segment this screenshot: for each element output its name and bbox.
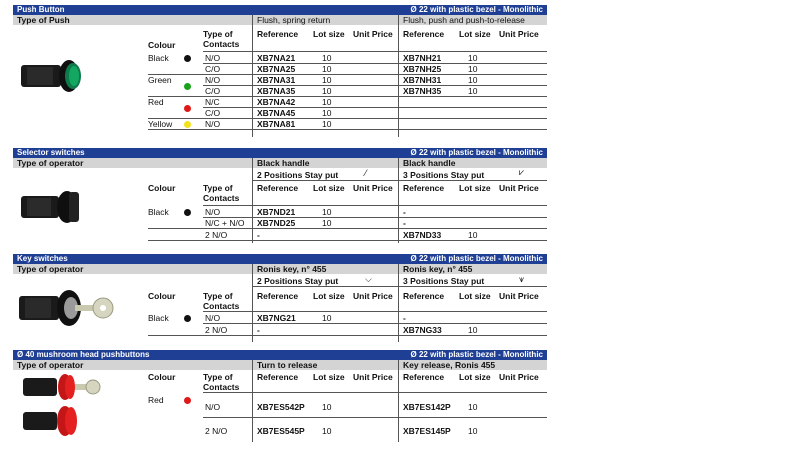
row-ref1: XB7ES545P (257, 426, 305, 436)
row-ref2: XB7NH31 (403, 75, 442, 85)
lot-label: Lot size (313, 29, 345, 39)
section-header (13, 148, 547, 158)
row-lot1: 10 (322, 426, 332, 436)
ref-label: Reference (257, 183, 299, 193)
black-dot-icon (184, 209, 191, 216)
row-ref1: XB7NA45 (257, 108, 296, 118)
row-ref2: XB7NH25 (403, 64, 442, 74)
row-colour: Black (148, 313, 169, 323)
row-contact: C/O (205, 86, 221, 96)
mushroom-pushbuttons-section (13, 350, 547, 442)
row-ref2: XB7NG33 (403, 325, 442, 335)
position-2-icon: ⁄ (365, 168, 367, 178)
price-label: Unit Price (353, 183, 393, 193)
position-3-icon: ⩛ (519, 274, 525, 284)
colour-label: Colour (148, 372, 176, 382)
bezel-label: Ø 22 with plastic bezel - Monolithic (410, 5, 543, 14)
subheader (13, 264, 547, 274)
row-lot1: 10 (322, 218, 332, 228)
lot-label: Lot size (313, 183, 345, 193)
row-lot1: 10 (322, 119, 332, 129)
row-colour: Yellow (148, 119, 173, 129)
row-ref2: - (403, 313, 406, 323)
ref-label: Reference (257, 372, 299, 382)
lot-label: Lot size (459, 183, 491, 193)
price-label: Unit Price (499, 291, 539, 301)
row-lot2: 10 (468, 230, 478, 240)
type-label: Type of operator (17, 158, 84, 168)
contacts-label: Type of Contacts (203, 372, 240, 392)
col1-header: Turn to release (257, 360, 318, 370)
subheader (13, 158, 547, 168)
row-lot1: 10 (322, 402, 332, 412)
row-lot2: 10 (468, 86, 478, 96)
row-ref1: XB7NA35 (257, 86, 296, 96)
price-label: Unit Price (353, 372, 393, 382)
price-label: Unit Price (353, 29, 393, 39)
row-ref2: XB7NH21 (403, 53, 442, 63)
row-colour: Red (148, 395, 164, 405)
row-lot1: 10 (322, 97, 332, 107)
lot-label: Lot size (313, 291, 345, 301)
col2-header: Ronis key, n° 455 (403, 264, 473, 274)
row-ref1: XB7NA81 (257, 119, 296, 129)
mushroom-button-image (15, 372, 115, 440)
row-lot2: 10 (468, 426, 478, 436)
price-label: Unit Price (499, 29, 539, 39)
row-contact: N/C (205, 97, 220, 107)
position-3-icon: ⩗ (519, 167, 525, 177)
colour-label: Colour (148, 40, 176, 50)
ref-label: Reference (403, 372, 445, 382)
type-label: Type of Push (17, 15, 70, 25)
lot-label: Lot size (459, 29, 491, 39)
position-2-icon: ⌵ (365, 274, 372, 284)
lot-label: Lot size (459, 291, 491, 301)
ref-label: Reference (257, 29, 299, 39)
row-colour: Red (148, 97, 164, 107)
subheader (13, 15, 547, 25)
row-ref1: - (257, 325, 260, 335)
row-lot1: 10 (322, 313, 332, 323)
red-dot-icon (184, 105, 191, 112)
row-colour: Green (148, 75, 172, 85)
contacts-label: Type of Contacts (203, 29, 240, 49)
row-contact: N/O (205, 402, 221, 412)
ref-label: Reference (403, 291, 445, 301)
selector-switch-image (19, 186, 89, 226)
section-title: Ø 40 mushroom head pushbuttons (17, 350, 150, 359)
key-switches-section (13, 254, 547, 342)
ref-label: Reference (403, 183, 445, 193)
row-contact: N/O (205, 207, 221, 217)
colour-label: Colour (148, 291, 176, 301)
green-dot-icon (184, 83, 191, 90)
section-title: Key switches (17, 254, 68, 263)
push-button-image (19, 55, 89, 95)
lot-label: Lot size (313, 372, 345, 382)
price-label: Unit Price (499, 183, 539, 193)
row-lot1: 10 (322, 86, 332, 96)
ref-label: Reference (403, 29, 445, 39)
row-contact: 2 N/O (205, 230, 228, 240)
bezel-label: Ø 22 with plastic bezel - Monolithic (410, 254, 543, 263)
row-ref1: XB7NA21 (257, 53, 296, 63)
push-button-section (13, 5, 547, 137)
lot-label: Lot size (459, 372, 491, 382)
ref-label: Reference (257, 291, 299, 301)
col2-header: Flush, push and push-to-release (403, 15, 525, 25)
col2-header: Key release, Ronis 455 (403, 360, 496, 370)
black-dot-icon (184, 55, 191, 62)
section-header (13, 5, 547, 15)
red-dot-icon (184, 397, 191, 404)
black-dot-icon (184, 315, 191, 322)
row-ref1: XB7NA42 (257, 97, 296, 107)
row-lot1: 10 (322, 64, 332, 74)
row-ref1: XB7ND21 (257, 207, 296, 217)
colour-label: Colour (148, 183, 176, 193)
row-colour: Black (148, 207, 169, 217)
row-lot2: 10 (468, 325, 478, 335)
row-ref1: XB7ND25 (257, 218, 296, 228)
contacts-label: Type of Contacts (203, 183, 240, 203)
col1-subheader: 2 Positions Stay put (257, 276, 339, 286)
row-contact: C/O (205, 64, 221, 74)
key-switch-image (17, 284, 127, 332)
selector-switches-section (13, 148, 547, 243)
row-ref1: XB7NA25 (257, 64, 296, 74)
yellow-dot-icon (184, 121, 191, 128)
col1-header: Flush, spring return (257, 15, 331, 25)
row-contact: 2 N/O (205, 426, 228, 436)
row-lot2: 10 (468, 402, 478, 412)
row-lot2: 10 (468, 64, 478, 74)
row-ref1: XB7NA31 (257, 75, 296, 85)
row-contact: N/O (205, 313, 221, 323)
row-ref2: XB7ES142P (403, 402, 451, 412)
row-contact: N/O (205, 119, 221, 129)
row-ref2: - (403, 218, 406, 228)
section-title: Selector switches (17, 148, 85, 157)
row-lot1: 10 (322, 75, 332, 85)
row-lot2: 10 (468, 53, 478, 63)
type-label: Type of operator (17, 264, 84, 274)
row-contact: C/O (205, 108, 221, 118)
row-ref2: XB7ES145P (403, 426, 451, 436)
row-lot2: 10 (468, 75, 478, 85)
bezel-label: Ø 22 with plastic bezel - Monolithic (410, 350, 543, 359)
contacts-label: Type of Contacts (203, 291, 240, 311)
row-ref1: XB7ES542P (257, 402, 305, 412)
col1-subheader: 2 Positions Stay put (257, 170, 339, 180)
subheader (13, 360, 547, 370)
col1-header: Ronis key, n° 455 (257, 264, 327, 274)
row-lot1: 10 (322, 53, 332, 63)
col1-header: Black handle (257, 158, 310, 168)
col2-subheader: 3 Positions Stay put (403, 276, 485, 286)
section-title: Push Button (17, 5, 65, 14)
price-label: Unit Price (353, 291, 393, 301)
type-label: Type of operator (17, 360, 84, 370)
row-ref2: XB7ND33 (403, 230, 442, 240)
col2-subheader: 3 Positions Stay put (403, 170, 485, 180)
row-lot1: 10 (322, 207, 332, 217)
row-contact: N/C + N/O (205, 218, 245, 228)
section-header (13, 350, 547, 360)
col2-header: Black handle (403, 158, 456, 168)
row-lot1: 10 (322, 108, 332, 118)
row-ref1: - (257, 230, 260, 240)
price-label: Unit Price (499, 372, 539, 382)
row-ref2: - (403, 207, 406, 217)
row-ref1: XB7NG21 (257, 313, 296, 323)
row-contact: 2 N/O (205, 325, 228, 335)
row-ref2: XB7NH35 (403, 86, 442, 96)
row-contact: N/O (205, 75, 221, 85)
section-header (13, 254, 547, 264)
row-contact: N/O (205, 53, 221, 63)
row-colour: Black (148, 53, 169, 63)
bezel-label: Ø 22 with plastic bezel - Monolithic (410, 148, 543, 157)
